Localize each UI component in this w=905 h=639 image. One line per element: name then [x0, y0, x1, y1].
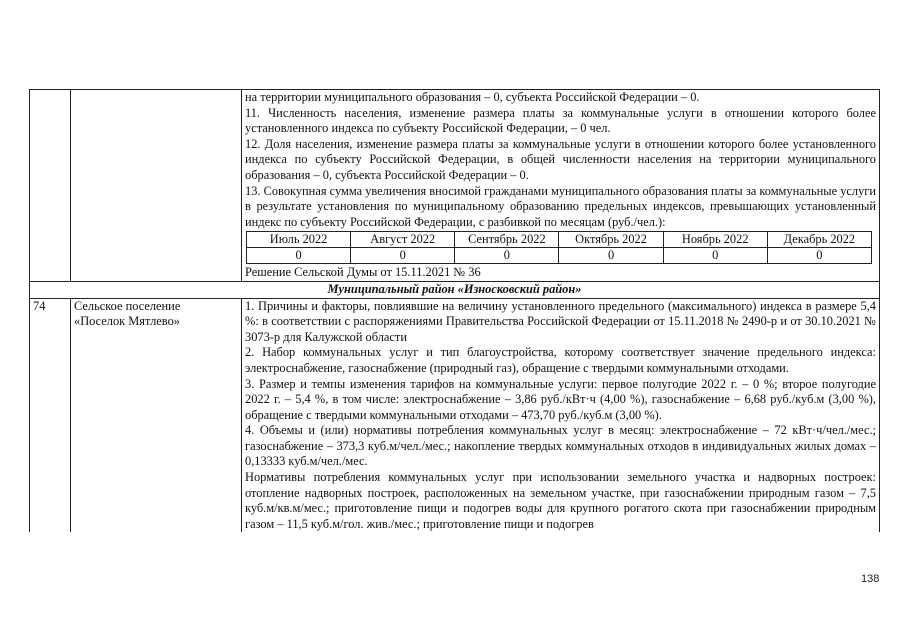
month-value: 0 [663, 248, 767, 264]
month-header: Декабрь 2022 [767, 232, 871, 248]
indices-table [29, 89, 880, 532]
month-value: 0 [247, 248, 351, 264]
section-row [30, 281, 880, 298]
page-number: 138 [861, 573, 880, 585]
month-header: Август 2022 [351, 232, 455, 248]
table-row [30, 90, 880, 282]
settlement-name-line: Сельское поселение [74, 298, 181, 313]
row-number: 74 [30, 298, 71, 532]
months-header-row [247, 232, 872, 248]
info-cell [242, 90, 880, 282]
month-header: Сентябрь 2022 [455, 232, 559, 248]
number-cell [30, 90, 71, 282]
month-header: Июль 2022 [247, 232, 351, 248]
text-paragraph: 4. Объемы и (или) нормативы потребления коммунальных услуг в месяц: электроснабжение – 72 кВт·ч/чел./мес.; газоснабжение – 373,3 куб.м/чел./мес.; накопление твердых коммунальных отходов в индивидуальных жилых домах – 0,13333 куб.м/чел./мес. [245, 423, 876, 469]
table-row [30, 298, 880, 532]
month-header: Октябрь 2022 [559, 232, 663, 248]
info-cell [242, 298, 880, 532]
section-title: Муниципальный район «Износковский район» [30, 281, 880, 298]
text-paragraph: 12. Доля населения, изменение размера платы за коммунальные услуги в отношении которого более установленного индекса по субъекту Российской Федерации, в общей численности населения на территории муниципального образования – 0, субъекта Российской Федерации – 0. [245, 136, 876, 182]
month-header: Ноябрь 2022 [663, 232, 767, 248]
month-value: 0 [351, 248, 455, 264]
text-paragraph: на территории муниципального образования – 0, субъекта Российской Федерации – 0. [245, 90, 700, 104]
month-value: 0 [559, 248, 663, 264]
months-values-row [247, 248, 872, 264]
text-paragraph: 2. Набор коммунальных услуг и тип благоустройства, которому соответствует значение предельного индекса: электроснабжение, газоснабжение (природный газ), обращение с твердыми коммунальными отходами. [245, 345, 876, 375]
decision-text: Решение Сельской Думы от 15.11.2021 № 36 [245, 265, 481, 280]
text-paragraph: 13. Совокупная сумма увеличения вносимой гражданами муниципального образования платы за коммунальные услуги в результате установления по муниципальному образованию предельных индексов, превышающих установленный индекс по субъекту Российской Федерации, с разбивкой по месяцам (руб./чел.): [245, 183, 876, 229]
month-value: 0 [767, 248, 871, 264]
month-value: 0 [455, 248, 559, 264]
months-table [246, 231, 872, 264]
text-paragraph: 1. Причины и факторы, повлиявшие на величину установленного предельного (максимального) индекса в размере 5,4 %: в соответствии с распоряжениями Правительства Российской Федерации от 15.11.2018 № 2490-р и от 30.10.2021 № 3073-р для Калужской области [245, 298, 876, 344]
settlement-cell [71, 298, 242, 532]
settlement-cell [71, 90, 242, 282]
settlement-name-line: «Поселок Мятлево» [74, 314, 180, 329]
text-paragraph: Нормативы потребления коммунальных услуг при использовании земельного участка и надворных построек: отопление надворных построек, расположенных на земельном участке, при газоснабжении природным газом – 7,5 куб.м/кв.м/мес.; приготовление пищи и подогрев воды для крупного рогатого скота при газоснабжении природным газом – 11,5 куб.м/гол. жив./мес.; приготовление пищи и подогрев [245, 470, 876, 531]
text-paragraph: 3. Размер и темпы изменения тарифов на коммунальные услуги: первое полугодие 2022 г. – 0 %; второе полугодие 2022 г. – 5,4 %, в том числе: электроснабжение – 3,86 руб./кВт·ч (4,00 %), газоснабжение – 6,68 руб./куб.м (3,00 %), обращение с твердыми коммунальными отходами – 473,70 руб./куб.м (3,00 %). [245, 376, 876, 422]
text-paragraph: 11. Численность населения, изменение размера платы за коммунальные услуги в отношении которого более установленного индекса по субъекту Российской Федерации, – 0 чел. [245, 105, 876, 136]
